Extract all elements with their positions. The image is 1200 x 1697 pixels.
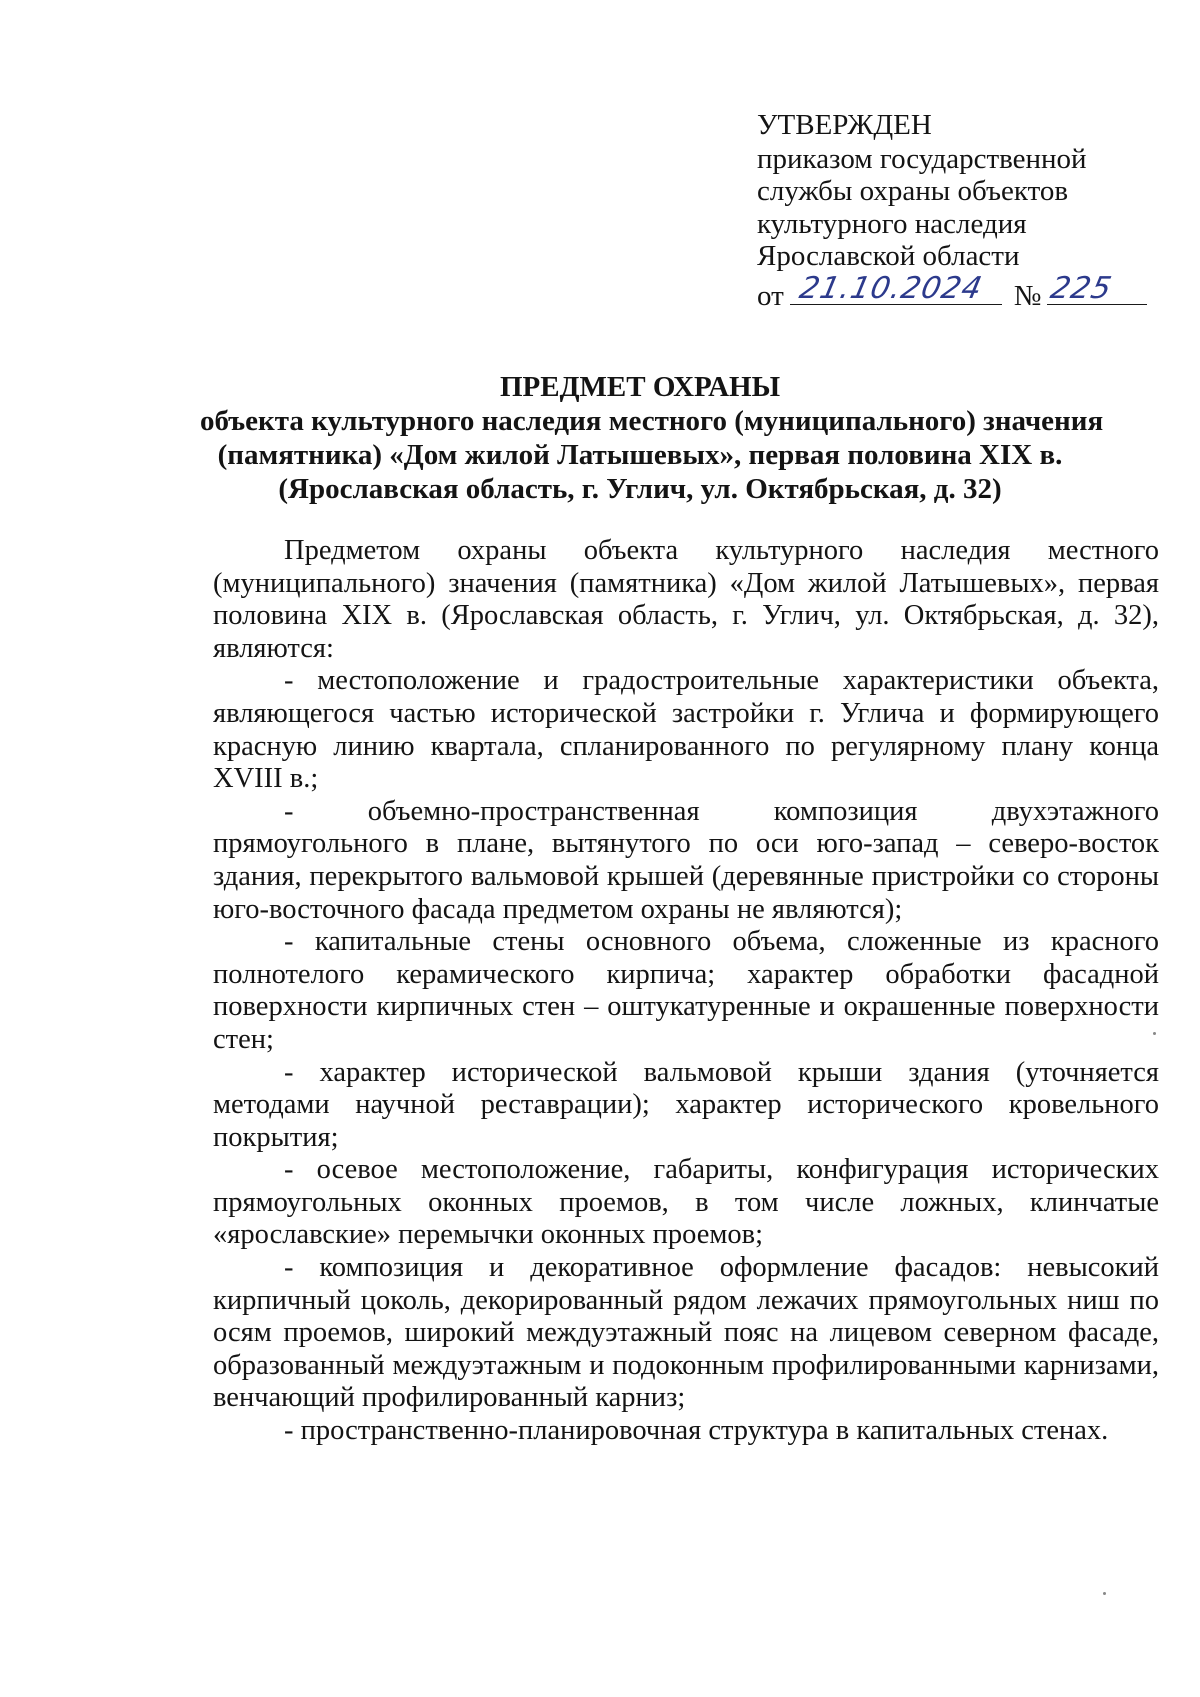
protection-item: - пространственно-планировочная структура в капитальных стенах. (284, 1415, 1109, 1447)
approval-line: культурного наследия (757, 207, 1027, 240)
date-prefix: от (757, 279, 784, 312)
protection-item: - осевое местоположение, габариты, конфигурация исторических прямоугольных оконных проемов, в том числе ложных, клинчатые «ярославские» перемычки оконных проемов; (213, 1154, 1159, 1251)
title-line-4: (Ярославская область, г. Углич, ул. Октябрьская, д. 32) (278, 473, 1002, 505)
approval-stamp-block (757, 109, 1157, 312)
approval-date-number-line (757, 271, 1157, 313)
handwritten-number: 225 (1047, 271, 1116, 306)
intro-paragraph: Предметом охраны объекта культурного наследия местного (муниципального) значения (памятника) «Дом жилой Латышевых», первая половина XIX в. (Ярославская область, г. Углич, ул. Октябрьская, д. 32), являются: (213, 535, 1159, 664)
protection-item: - объемно-пространственная композиция двухэтажного прямоугольного в плане, вытянутого по оси юго-запад – северо-восток здания, перекрытого вальмовой крышей (деревянные пристройки со стороны юго-восточного фасада предметом охраны не являются); (213, 795, 1159, 925)
title-line-1: ПРЕДМЕТ ОХРАНЫ (499, 371, 781, 403)
approval-line: Ярославской области (757, 240, 1020, 272)
protection-item: - характер исторической вальмовой крыши здания (уточняется методами научной реставрации); характер исторического кровельного покрытия; (213, 1056, 1159, 1153)
approval-heading: УТВЕРЖДЕН (757, 109, 932, 141)
title-line-2: объекта культурного наследия местного (муниципального) значения (200, 405, 1104, 437)
protection-item: - композиция и декоративное оформление фасадов: невысокий кирпичный цоколь, декорированный рядом лежачих прямоугольных ниш по осям проемов, широкий междуэтажный пояс на лицевом северном фасаде, образованный междуэтажным и подоконным профилированными карнизами, венчающий профилированный карниз; (213, 1252, 1159, 1414)
handwritten-date: 21.10.2024 (796, 271, 986, 306)
number-blank (1047, 271, 1147, 306)
document-body (213, 535, 1159, 1448)
scan-speck (1103, 1592, 1106, 1595)
number-sign: № (1013, 279, 1042, 312)
approval-line: службы охраны объектов (757, 175, 1069, 207)
protection-item: - местоположение и градостроительные характеристики объекта, являющегося частью исторической застройки г. Углича и формирующего красную линию квартала, спланированного по регулярному плану конца XVIII в.; (213, 665, 1159, 795)
protection-item: - капитальные стены основного объема, сложенные из красного полнотелого керамического кирпича; характер обработки фасадной поверхности кирпичных стен – оштукатуренные и окрашенные поверхности стен; (213, 926, 1159, 1055)
document-title (200, 370, 1104, 506)
scan-speck (1153, 1032, 1156, 1035)
title-line-3: (памятника) «Дом жилой Латышевых», первая половина XIX в. (217, 439, 1063, 471)
approval-line: приказом государственной (757, 142, 1087, 175)
date-blank (790, 271, 1002, 306)
